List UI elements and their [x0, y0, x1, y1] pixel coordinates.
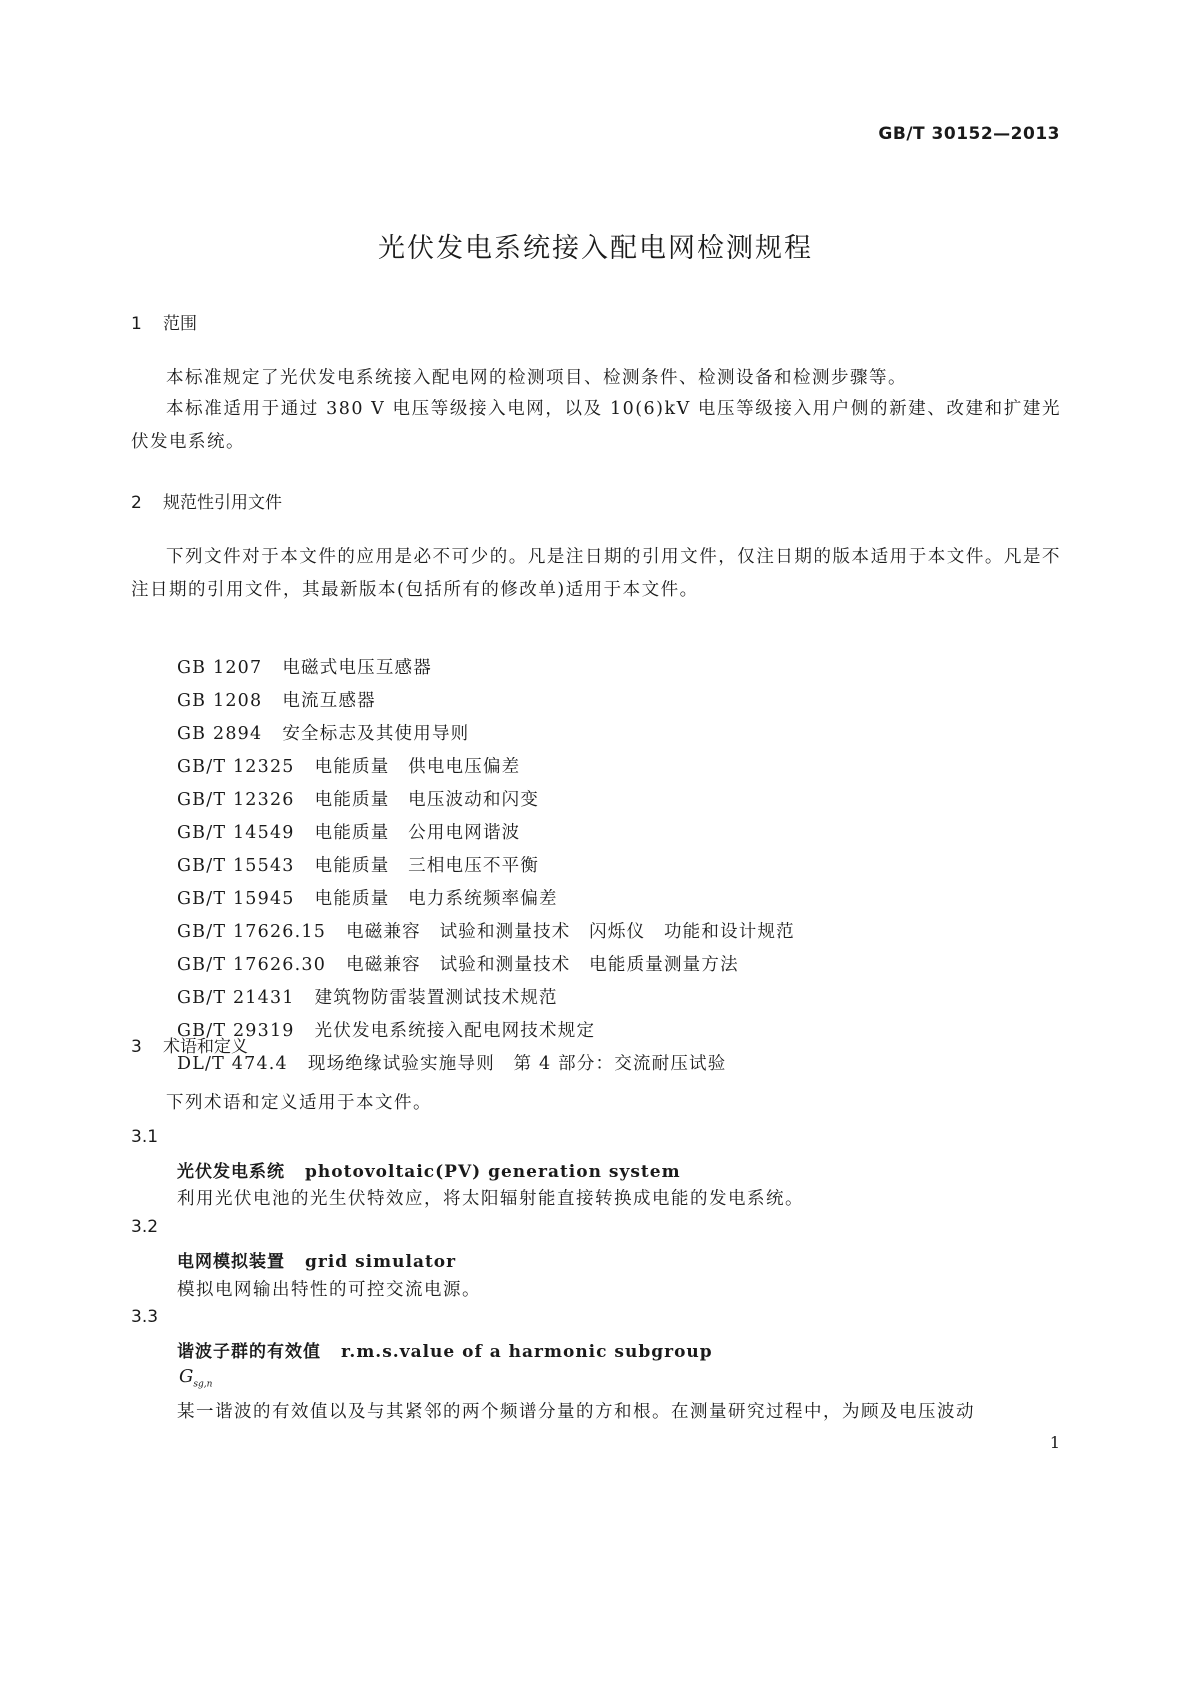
term-name-cn: 谐波子群的有效值 — [177, 1342, 321, 1362]
reference-title: 光伏发电系统接入配电网技术规定 — [314, 1021, 596, 1041]
document-title: 光伏发电系统接入配电网检测规程 — [378, 233, 813, 264]
reference-item — [177, 817, 795, 850]
reference-title: 电能质量 电压波动和闪变 — [314, 790, 540, 810]
reference-item — [177, 949, 795, 982]
reference-code: GB/T 17626.30 — [177, 955, 327, 975]
reference-code: GB 2894 — [177, 724, 263, 744]
reference-title: 电能质量 公用电网谐波 — [314, 823, 521, 843]
reference-code: GB/T 12326 — [177, 790, 295, 810]
term-name-en: photovoltaic(PV) generation system — [305, 1162, 681, 1182]
paragraph: 本标准规定了光伏发电系统接入配电网的检测项目、检测条件、检测设备和检测步骤等。 — [166, 368, 907, 388]
term-symbol — [179, 1366, 212, 1390]
section-number: 2 — [131, 493, 142, 513]
reference-code: GB 1208 — [177, 691, 263, 711]
reference-item — [177, 685, 795, 718]
paragraph: 下列文件对于本文件的应用是必不可少的。凡是注日期的引用文件，仅注日期的版本适用于本文件。凡是不注日期的引用文件，其最新版本(包括所有的修改单)适用于本文件。 — [131, 547, 1061, 600]
section-number: 3 — [131, 1037, 142, 1057]
term-number: 3.1 — [131, 1127, 159, 1147]
reference-title: 电能质量 三相电压不平衡 — [314, 856, 540, 876]
term-name-en: r.m.s.value of a harmonic subgroup — [341, 1342, 713, 1362]
reference-title: 电能质量 供电电压偏差 — [314, 757, 521, 777]
term-name — [177, 1247, 456, 1272]
reference-title: 建筑物防雷装置测试技术规范 — [314, 988, 558, 1008]
reference-item — [177, 1015, 795, 1048]
reference-title: 电磁兼容 试验和测量技术 电能质量测量方法 — [346, 955, 739, 975]
term-name-cn: 光伏发电系统 — [177, 1162, 285, 1182]
section-number: 1 — [131, 314, 142, 334]
reference-title: 电能质量 电力系统频率偏差 — [314, 889, 558, 909]
term-name-cn: 电网模拟装置 — [177, 1252, 285, 1272]
reference-title: 电磁兼容 试验和测量技术 闪烁仪 功能和设计规范 — [346, 922, 795, 942]
section-heading-terms-definitions — [131, 1032, 248, 1057]
reference-title: 现场绝缘试验实施导则 第 4 部分：交流耐压试验 — [307, 1054, 727, 1074]
page-number: 1 — [1049, 1433, 1060, 1452]
section-title: 范围 — [163, 314, 197, 334]
reference-item — [177, 883, 795, 916]
term-definition: 模拟电网输出特性的可控交流电源。 — [177, 1280, 481, 1300]
reference-code: GB/T 15543 — [177, 856, 295, 876]
reference-code: GB/T 15945 — [177, 889, 295, 909]
reference-item — [177, 916, 795, 949]
section-heading-normative-references — [131, 488, 282, 513]
reference-code: DL/T 474.4 — [177, 1054, 288, 1074]
reference-list — [177, 652, 795, 1081]
paragraph: 本标准适用于通过 380 V 电压等级接入电网，以及 10(6)kV 电压等级接入用户侧的新建、改建和扩建光伏发电系统。 — [131, 399, 1061, 452]
reference-code: GB/T 21431 — [177, 988, 295, 1008]
reference-item — [177, 982, 795, 1015]
term-name — [177, 1157, 681, 1182]
term-name-en: grid simulator — [305, 1252, 457, 1272]
reference-item — [177, 652, 795, 685]
term-definition: 某一谐波的有效值以及与其紧邻的两个频谱分量的方和根。在测量研究过程中，为顾及电压波动 — [177, 1402, 975, 1422]
reference-item — [177, 751, 795, 784]
reference-title: 电流互感器 — [282, 691, 376, 711]
term-definition: 利用光伏电池的光生伏特效应，将太阳辐射能直接转换成电能的发电系统。 — [177, 1189, 804, 1209]
reference-title: 安全标志及其使用导则 — [282, 724, 470, 744]
term-symbol-subscript: sg,n — [193, 1379, 213, 1390]
term-number: 3.2 — [131, 1217, 159, 1237]
reference-item — [177, 1048, 795, 1081]
reference-item — [177, 784, 795, 817]
paragraph: 下列术语和定义适用于本文件。 — [166, 1093, 432, 1113]
reference-item — [177, 850, 795, 883]
reference-code: GB 1207 — [177, 658, 263, 678]
term-number: 3.3 — [131, 1307, 159, 1327]
reference-code: GB/T 29319 — [177, 1021, 295, 1041]
section-title: 规范性引用文件 — [163, 493, 282, 513]
reference-title: 电磁式电压互感器 — [282, 658, 432, 678]
term-symbol-main: G — [179, 1366, 194, 1387]
section-title: 术语和定义 — [163, 1037, 248, 1057]
term-name — [177, 1337, 713, 1362]
reference-item — [177, 718, 795, 751]
reference-code: GB/T 12325 — [177, 757, 295, 777]
reference-code: GB/T 14549 — [177, 823, 295, 843]
standard-code: GB/T 30152—2013 — [878, 124, 1060, 144]
reference-code: GB/T 17626.15 — [177, 922, 327, 942]
section-heading-scope — [131, 309, 197, 334]
